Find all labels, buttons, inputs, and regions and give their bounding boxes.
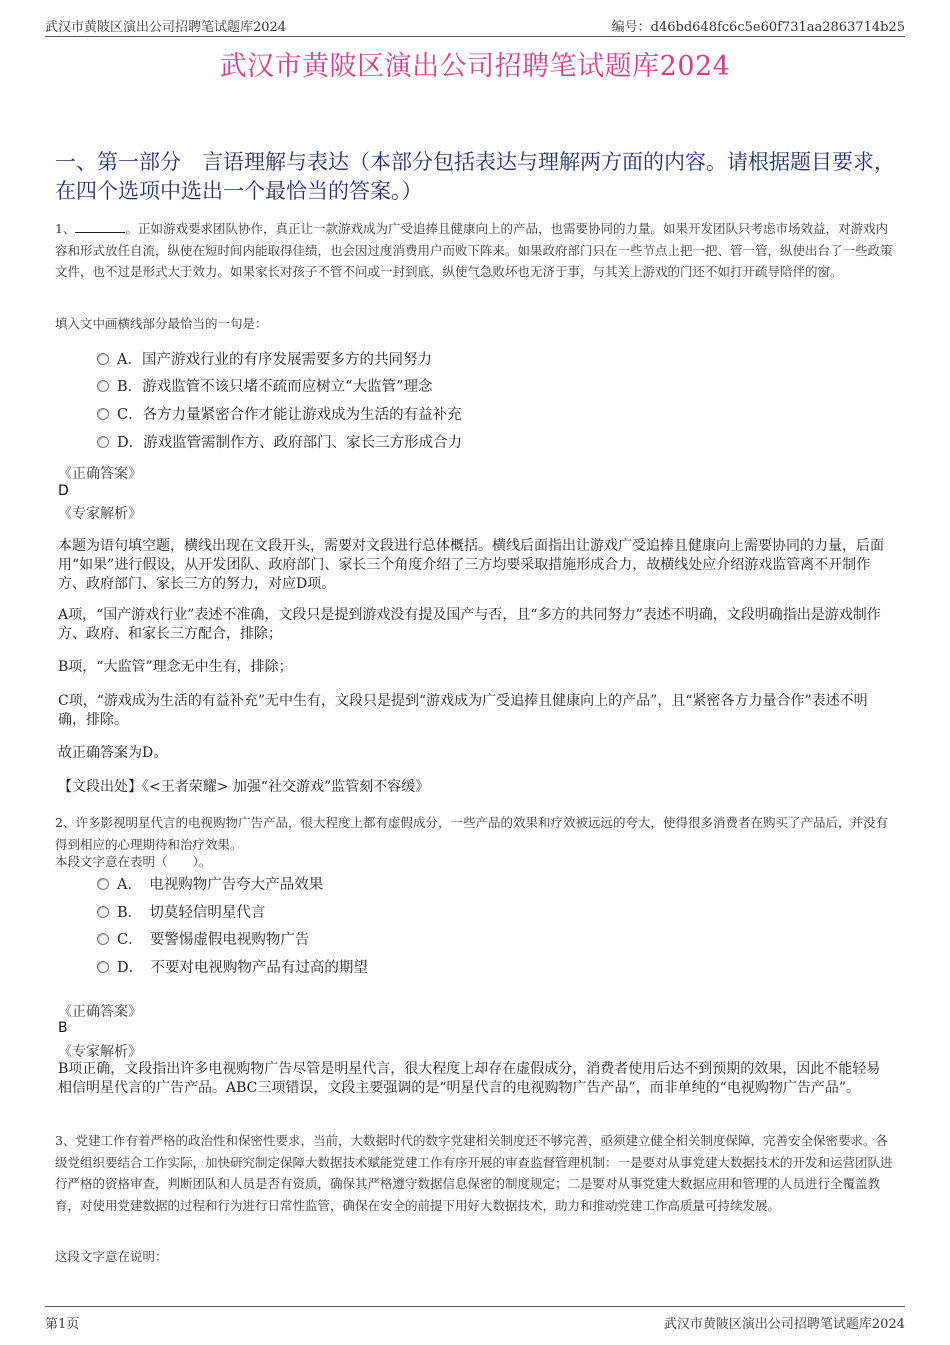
q1-analysis-para-3: B项，“大监管”理念无中生有，排除； <box>58 659 293 675</box>
q1-analysis-para-5: 故正确答案为D。 <box>58 745 168 761</box>
section-heading: 一、第一部分 言语理解与表达（本部分包括表达与理解两方面的内容。请根据题目要求，在四个选项中选出一个最恰当的答案。） <box>55 150 895 203</box>
footer-doc-title: 武汉市黄陂区演出公司招聘笔试题库2024 <box>663 1317 905 1332</box>
radio-icon[interactable] <box>97 878 109 890</box>
document-title: 武汉市黄陂区演出公司招聘笔试题库2024 <box>219 51 731 82</box>
q1-source: 【文段出处】《<王者荣耀> 加强“社交游戏”监管刻不容缓》 <box>58 779 430 795</box>
q1-option-c-label: C．各方力量紧密合作才能让游戏成为生活的有益补充 <box>117 407 462 423</box>
page-header <box>45 14 905 37</box>
radio-icon[interactable] <box>97 380 109 392</box>
question-1-prompt: 填入文中画横线部分最恰当的一句是： <box>55 316 268 331</box>
question-3-prompt: 这段文字意在说明： <box>55 1249 168 1264</box>
q2-option-c[interactable] <box>97 928 309 952</box>
radio-icon[interactable] <box>97 408 109 420</box>
q1-analysis-para-4: C项，“游戏成为生活的有益补充”无中生有，文段只是提到“游戏成为广受追捧且健康向上的产品”，且“紧密各方力量合作”表述不明确，排除。 <box>58 693 868 728</box>
question-2-prompt: 本段文字意在表明（ ）。 <box>55 854 212 869</box>
q1-analysis-para-2: A项，“国产游戏行业”表述不准确，文段只是提到游戏没有提及国产与否，且“多方的共同努力”表述不明确，文段明确指出是游戏制作方、政府、和家长三方配合，排除； <box>58 607 881 642</box>
q1-option-b-label: B．游戏监管不该只堵不疏而应树立“大监管”理念 <box>117 379 433 395</box>
q1-analysis-para-1: 本题为语句填空题，横线出现在文段开头，需要对文段进行总体概括。横线后面指出让游戏广受追捧且健康向上需要协同的力量，后面用“如果”进行假设，从开发团队、政府部门、家长三个角度介绍了三方均要采取措施形成合力，故横线处应介绍游戏监管离不开制作方、政府部门、家长三方的努力，对应D项。 <box>58 538 884 592</box>
radio-icon[interactable] <box>97 961 109 973</box>
question-1-stem <box>55 218 895 283</box>
question-3-stem: 3、党建工作有着严格的政治性和保密性要求，当前，大数据时代的数字党建相关制度还不够完善，亟须建立健全相关制度保障，完善安全保密要求。各级党组织要结合工作实际，加快研究制定保障大数据技术赋能党建工作有序开展的审查监督管理机制：一是要对从事党建大数据技术的开发和运营团队进行严格的资格审查，判断团队和人员是否有资质，确保其严格遵守数据信息保密的制度规定；二是要对从事党建大数据应用和管理的人员进行全覆盖教育，对使用党建数据的过程和行为进行日常性监管，确保在安全的前提下用好大数据技术，助力和推动党建工作高质量可持续发展。 <box>55 1133 893 1213</box>
q1-option-d[interactable] <box>97 431 462 455</box>
header-doc-title: 武汉市黄陂区演出公司招聘笔试题库2024 <box>45 20 287 35</box>
radio-icon[interactable] <box>97 436 109 448</box>
question-1-number: 1、 <box>55 221 76 236</box>
question-1-text: 。正如游戏要求团队协作，真正让一款游戏成为广受追捧且健康向上的产品，也需要协同的力量。如果开发团队只考虑市场效益，对游戏内容和形式放任自流，纵使在短时间内能取得佳绩，也会因过度消费用户而败下阵来。如果政府部门只在一些节点上把一把、管一管，纵使出台了一些政策文件，也不过是形式大于效力。如果家长对孩子不管不问或一封到底，纵使气急败坏也无济于事，与其关上游戏的门还不如打开疏导陪伴的窗。 <box>55 221 893 279</box>
q2-option-a[interactable] <box>97 873 323 897</box>
q1-option-a[interactable] <box>97 348 432 372</box>
q1-option-d-label: D．游戏监管需制作方、政府部门、家长三方形成合力 <box>117 435 463 451</box>
q2-answer-label: 《正确答案》 <box>58 1004 142 1020</box>
header-doc-id: 编号：d46bd648fc6c5e60f731aa2863714b25 <box>611 20 905 35</box>
radio-icon[interactable] <box>97 906 109 918</box>
q1-answer-label: 《正确答案》 <box>58 466 142 482</box>
question-2-stem: 2、许多影视明星代言的电视购物广告产品，很大程度上都有虚假成分，一些产品的效果和疗效被远远的夸大，使得很多消费者在购买了产品后，并没有得到相应的心理期待和治疗效果。 <box>55 815 888 852</box>
q2-option-a-label: A． 电视购物广告夸大产品效果 <box>117 877 324 893</box>
q2-option-b-label: B． 切莫轻信明星代言 <box>117 905 266 921</box>
q2-analysis-label: 《专家解析》 <box>58 1044 142 1060</box>
q1-answer: D <box>58 483 69 499</box>
q1-option-a-label: A．国产游戏行业的有序发展需要多方的共同努力 <box>117 352 432 368</box>
q1-option-b[interactable] <box>97 375 432 399</box>
q1-option-c[interactable] <box>97 403 462 427</box>
q2-option-d-label: D． 不要对电视购物产品有过高的期望 <box>117 960 368 976</box>
q2-option-d[interactable] <box>97 956 368 980</box>
radio-icon[interactable] <box>97 353 109 365</box>
radio-icon[interactable] <box>97 933 109 945</box>
page-footer <box>45 1306 905 1331</box>
answer-blank <box>75 220 125 233</box>
page-number: 第1页 <box>45 1317 80 1332</box>
q1-analysis-label: 《专家解析》 <box>58 506 142 522</box>
q2-option-c-label: C． 要警惕虚假电视购物广告 <box>117 932 310 948</box>
q2-option-b[interactable] <box>97 901 265 925</box>
q2-answer: B <box>58 1020 68 1036</box>
q2-analysis: B项正确，文段指出许多电视购物广告尽管是明星代言，很大程度上却存在虚假成分，消费者使用后达不到预期的效果，因此不能轻易相信明星代言的广告产品。ABC三项错误，文段主要强调的是“明星代言的电视购物广告产品”，而非单纯的“电视购物广告产品”。 <box>58 1061 881 1096</box>
